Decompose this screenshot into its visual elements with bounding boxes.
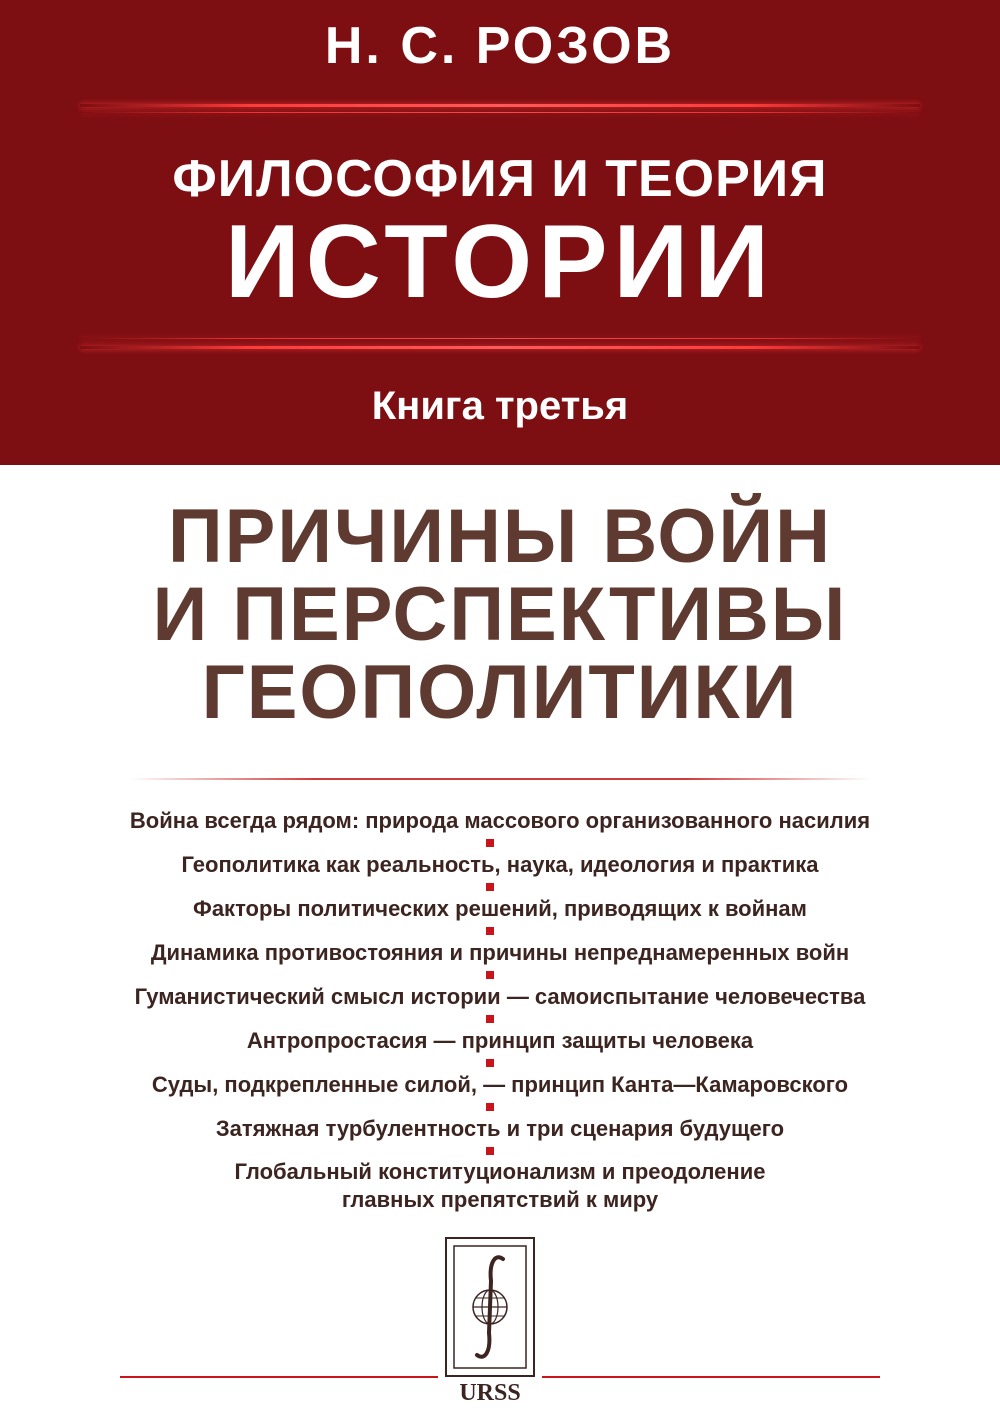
topic-text: Геополитика как реальность, наука, идеология и практика xyxy=(181,852,819,877)
logo-left-rule xyxy=(120,1376,438,1378)
topic-text: Антропростасия — принцип защиты человека xyxy=(246,1028,754,1053)
red-square-bullet-icon xyxy=(486,1059,494,1067)
red-square-bullet-icon xyxy=(486,971,494,979)
series-title-line2: ИСТОРИИ xyxy=(225,204,775,320)
topic-item xyxy=(0,850,1000,894)
topic-item xyxy=(0,806,1000,850)
top-glow-divider xyxy=(80,104,920,107)
red-square-bullet-icon xyxy=(486,927,494,935)
publisher-name: URSS xyxy=(459,1380,521,1406)
topic-item xyxy=(0,982,1000,1026)
red-square-bullet-icon xyxy=(486,883,494,891)
middle-glow-divider xyxy=(80,346,920,349)
book-title-line: ПРИЧИНЫ ВОЙН xyxy=(168,494,832,579)
author-name: Н. С. РОЗОВ xyxy=(324,17,676,75)
red-square-bullet-icon xyxy=(486,1015,494,1023)
red-square-bullet-icon xyxy=(486,1103,494,1111)
topic-item xyxy=(0,894,1000,938)
topic-item xyxy=(0,1026,1000,1070)
topic-text: Факторы политических решений, приводящих к войнам xyxy=(193,896,807,921)
topic-item xyxy=(0,938,1000,982)
logo-right-rule xyxy=(542,1376,880,1378)
book-number: Книга третья xyxy=(371,384,629,428)
red-square-bullet-icon xyxy=(486,839,494,847)
title-divider xyxy=(130,778,870,780)
middle-glow-divider-thin xyxy=(80,338,920,339)
topic-text: Динамика противостояния и причины непреднамеренных войн xyxy=(150,940,850,965)
book-title xyxy=(0,494,1000,735)
series-title-line1: ФИЛОСОФИЯ И ТЕОРИЯ xyxy=(172,150,828,208)
top-glow-divider-thin xyxy=(80,112,920,113)
topic-text: Суды, подкрепленные силой, — принцип Канта—Камаровского xyxy=(151,1072,849,1097)
topic-text: Глобальный конституционализм и преодоление xyxy=(234,1159,766,1184)
topics-list xyxy=(0,806,1000,1214)
book-title-line: ГЕОПОЛИТИКИ xyxy=(201,650,799,735)
topic-item xyxy=(0,1070,1000,1114)
topic-text: Гуманистический смысл истории — самоиспытание человечества xyxy=(134,984,866,1009)
urss-integral-globe-logo-icon xyxy=(445,1237,535,1383)
topic-item xyxy=(0,1158,1000,1214)
topic-text: Затяжная турбулентность и три сценария будущего xyxy=(215,1116,785,1141)
red-square-bullet-icon xyxy=(486,1147,494,1155)
topic-text: главных препятствий к миру xyxy=(341,1187,659,1212)
book-title-line: И ПЕРСПЕКТИВЫ xyxy=(152,572,848,657)
topic-text: Война всегда рядом: природа массового организованного насилия xyxy=(129,808,871,833)
topic-item xyxy=(0,1114,1000,1158)
